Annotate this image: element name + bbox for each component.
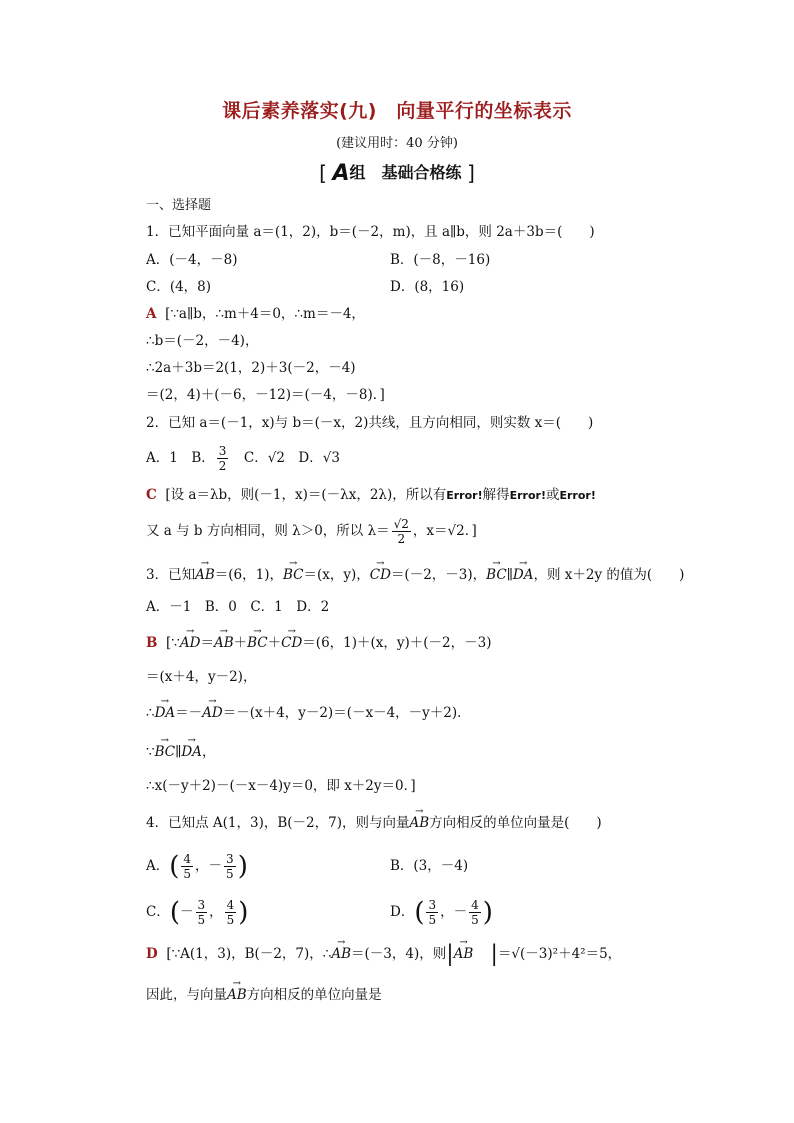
q2-sol-text-c: 或	[545, 487, 560, 503]
q2-options	[146, 444, 340, 473]
q2-frac-num: 3	[218, 444, 227, 458]
q4-c-d1: 5	[197, 913, 206, 927]
q4-d-frac1	[426, 898, 438, 927]
q4-d-frac2	[469, 898, 481, 927]
q2-sol-text-a: [设 a＝λb，则(－1，x)＝(－λx，2λ)，所以有	[165, 487, 447, 503]
q1-answer: A	[146, 306, 157, 322]
q2-error-2: Error!	[509, 489, 546, 502]
vector-ab-sol4: → AB	[331, 944, 351, 964]
q4-stem	[146, 813, 602, 833]
q2-error-3: Error!	[559, 489, 596, 502]
vector-bc-2: → BC	[486, 565, 507, 585]
vector-bc: → BC	[283, 565, 304, 585]
q2-sol2-den: 2	[397, 532, 406, 546]
q3-solution-4	[146, 742, 215, 762]
q3-sol3-b: ＝－	[175, 705, 203, 721]
vector-da-sol: → DA	[155, 703, 176, 723]
q2-options-right: C．√2 D．√3	[230, 450, 340, 466]
q4-d-n2: 4	[471, 898, 479, 912]
q2-frac-den: 2	[218, 459, 227, 473]
q4-sol1-b: ＝(－3，4)，则	[351, 946, 447, 962]
q1-option-b: B．(－8，－16)	[390, 252, 491, 268]
q4-a-n1: 4	[183, 852, 192, 866]
q4-c-n1: 3	[197, 898, 206, 912]
q3-stem	[146, 565, 684, 585]
q1-stem: 1．已知平面向量 a＝(1，2)，b＝(－2，m)，且 a∥b，则 2a＋3b＝( )	[146, 224, 595, 240]
q4-a-mid: ，－	[195, 858, 223, 874]
q4-d-d2: 5	[471, 913, 479, 927]
group-letter: A	[332, 161, 350, 186]
vector-bc-sol: → BC	[155, 742, 176, 762]
q2-fraction	[217, 444, 229, 473]
vector-bc-sum: → BC	[247, 633, 268, 653]
vector-ab-q4: → AB	[409, 813, 429, 833]
q2-stem: 2．已知 a＝(－1，x)与 b＝(－x，2)共线，且方向相同，则实数 x＝( )	[146, 415, 594, 431]
vector-da-sol2: → DA	[181, 742, 202, 762]
q2-sol2-text-a: 又 a 与 b 方向相同，则 λ＞0，所以 λ＝	[146, 523, 390, 539]
q4-option-d: D．( $\frac{3}{5}$ ，－ $\frac{4}{5}$ )	[390, 897, 493, 928]
q2-sol2-fraction	[392, 517, 411, 546]
q4-c-mid: ，	[209, 904, 223, 920]
q4-sol2-a: 因此，与向量	[146, 987, 227, 1003]
q4-c-label: C．	[146, 904, 170, 920]
vector-cd-sum: → CD	[281, 633, 302, 653]
q2-solution-1	[146, 485, 596, 506]
q3-solution-1: B [∵→ AD＝→ AB＋→ BC＋→ CD＝(6，1)＋(x，y)＋(－2，－3)	[146, 633, 492, 653]
q3-sol3-c: ＝－(x＋4，y－2)＝(－x－4，－y＋2)．	[222, 705, 471, 721]
q4-d-n1: 3	[428, 898, 437, 912]
q3-solution-5: ∴x(－y＋2)－(－x－4)y＝0，即 x＋2y＝0．]	[146, 778, 416, 794]
group-heading	[0, 160, 794, 186]
vector-ad: → AD	[180, 633, 201, 653]
q3-stem-e: ，则 x＋2y 的值为( )	[533, 567, 685, 583]
q4-sol1-c: ＝√(－3)²＋4²＝5，	[497, 946, 622, 962]
q3-sol1-a: [∵	[166, 635, 180, 651]
q2-solution-2	[146, 517, 477, 546]
q2-answer: C	[146, 487, 157, 503]
q3-answer: B	[146, 635, 158, 651]
q1-solution-1	[146, 304, 365, 324]
q3-sol4-a: ∵	[146, 744, 155, 760]
q4-a-frac2	[224, 852, 236, 881]
q4-option-b: B．(3，－4)	[390, 858, 469, 874]
q4-sol1-a: [∵A(1，3)，B(－2，7)，∴	[166, 946, 332, 962]
q1-option-a: A．(－4，－8)	[146, 252, 238, 268]
q1-solution-4: ＝(2，4)＋(－6，－12)＝(－4，－8)．]	[146, 387, 385, 403]
q3-solution-2: ＝(x＋4，y－2)，	[146, 669, 257, 685]
q3-stem-c: ＝(x，y)，	[303, 567, 370, 583]
q4-c-frac1	[196, 898, 208, 927]
q4-a-d1: 5	[183, 867, 192, 881]
q4-d-d1: 5	[428, 913, 437, 927]
q4-solution-2	[146, 985, 382, 1005]
q2-sol2-text-b: ，x＝√2．]	[412, 523, 477, 539]
q4-a-frac1	[181, 852, 193, 881]
q4-c-pre: －	[180, 904, 194, 920]
q3-solution-3	[146, 703, 471, 723]
group-bracket-close: ]	[467, 161, 475, 185]
vector-ab-abs: → AB	[454, 944, 474, 964]
q4-sol2-b: 方向相反的单位向量是	[246, 987, 382, 1003]
q4-a-label: A．	[146, 858, 170, 874]
page-title: 课后素养落实(九) 向量平行的坐标表示	[222, 100, 572, 122]
q4-c-n2: 4	[226, 898, 235, 912]
q1-solution-text-1: [∵a∥b，∴m＋4＝0，∴m＝－4，	[165, 306, 365, 322]
q2-sol-text-b: 解得	[482, 487, 510, 503]
q4-d-label: D．	[390, 904, 415, 920]
q3-sol4-b: ，	[201, 744, 216, 760]
q3-options: A．－1 B．0 C．1 D．2	[146, 599, 330, 615]
q4-stem-b: 方向相反的单位向量是( )	[429, 815, 602, 831]
q4-stem-a: 4．已知点 A(1，3)，B(－2，7)，则与向量	[146, 815, 410, 831]
q1-option-d: D．(8，16)	[390, 279, 465, 295]
q3-sol1-b: ＝(6，1)＋(x，y)＋(－2，－3)	[302, 635, 492, 651]
q1-solution-2: ∴b＝(－2，－4)，	[146, 333, 259, 349]
parallel-symbol: ∥	[506, 567, 513, 583]
q4-option-c: C．(－ $\frac{3}{5}$ ， $\frac{4}{5}$ )	[146, 897, 249, 928]
vector-ad-sol: → AD	[202, 703, 223, 723]
q4-d-mid: ，－	[440, 904, 468, 920]
suggested-time: (建议用时：40 分钟)	[336, 136, 458, 151]
parallel-symbol-sol: ∥	[175, 744, 182, 760]
q3-sol3-a: ∴	[146, 705, 155, 721]
q4-c-d2: 5	[226, 913, 235, 927]
vector-ab-sum: → AB	[214, 633, 234, 653]
q4-a-n2: 3	[226, 852, 234, 866]
q3-stem-b: ＝(6，1)，	[214, 567, 283, 583]
q4-c-frac2	[225, 898, 237, 927]
q3-stem-a: 3．已知	[146, 567, 196, 583]
q4-solution-1: D [∵A(1，3)，B(－2，7)，∴→ AB＝(－3，4)，则|→ AB |＝√(－3)²＋4²＝5，	[146, 944, 621, 965]
q4-answer: D	[146, 946, 158, 962]
vector-cd: → CD	[370, 565, 391, 585]
q4-a-d2: 5	[226, 867, 234, 881]
q2-sol2-num: √2	[393, 517, 409, 531]
q4-option-a: A．( $\frac{4}{5}$ ，－ $\frac{3}{5}$ )	[146, 851, 248, 882]
q2-options-left: A．1 B．	[146, 450, 215, 466]
q1-option-c: C．(4，8)	[146, 279, 212, 295]
vector-ab: → AB	[195, 565, 215, 585]
group-bracket-open: [	[319, 161, 327, 185]
group-label: 组 基础合格练	[349, 163, 462, 182]
q2-error-1: Error!	[446, 489, 483, 502]
vector-ab-sol4b: → AB	[227, 985, 247, 1005]
q3-stem-d: ＝(－2，－3)，	[390, 567, 487, 583]
section-heading: 一、选择题	[146, 198, 212, 213]
q1-solution-3: ∴2a＋3b＝2(1，2)＋3(－2，－4)	[146, 360, 356, 376]
vector-da: → DA	[513, 565, 534, 585]
